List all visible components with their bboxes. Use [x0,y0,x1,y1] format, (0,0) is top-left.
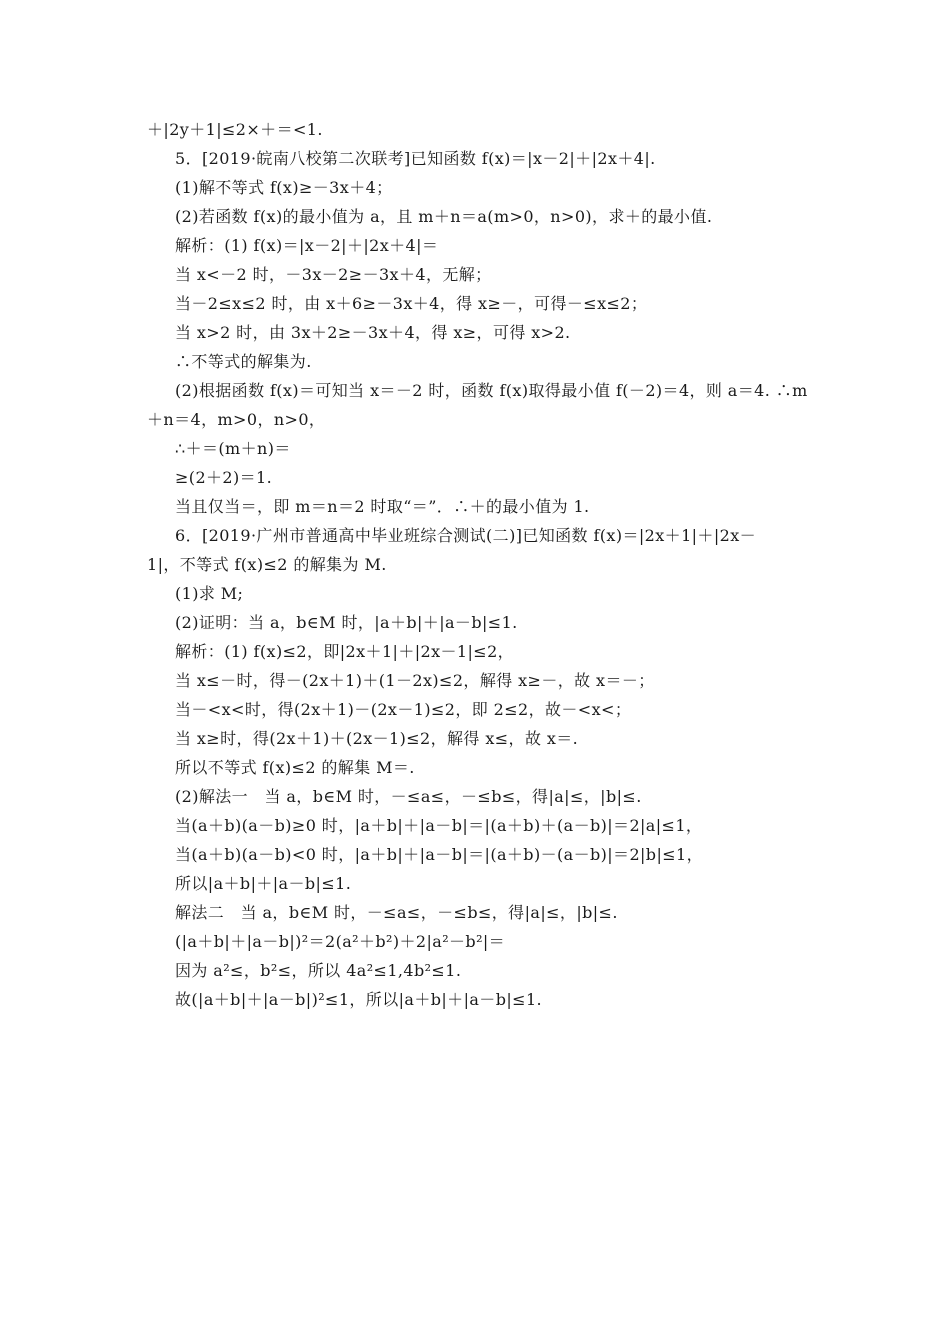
text-line: 当－2≤x≤2 时，由 x＋6≥－3x＋4，得 x≥－，可得－≤x≤2； [175,294,648,313]
text-line: 所以不等式 f(x)≤2 的解集 M＝. [175,758,415,777]
text-line: 当(a＋b)(a－b)≥0 时，|a＋b|＋|a－b|＝|(a＋b)＋(a－b)|＝2|a|≤1， [175,816,703,835]
text-line: (2)解法一 当 a，b∈M 时，－≤a≤，－≤b≤，得|a|≤，|b|≤. [175,787,642,806]
text-line: ≥(2＋2)＝1. [175,468,273,487]
text-line: ∴不等式的解集为. [175,352,312,371]
text-line: (1)求 M; [175,584,244,603]
problem-5-heading: 5．[2019·皖南八校第二次联考]已知函数 f(x)＝|x－2|＋|2x＋4|. [175,149,656,168]
text-line: 解析：(1) f(x)＝|x－2|＋|2x＋4|＝ [175,236,439,255]
text-line: 当且仅当＝，即 m＝n＝2 时取“＝”．∴＋的最小值为 1. [175,497,590,516]
text-line: 解析：(1) f(x)≤2，即|2x＋1|＋|2x－1|≤2， [175,642,515,661]
text-line: (2)若函数 f(x)的最小值为 a，且 m＋n＝a(m>0，n>0)，求＋的最小值. [175,207,713,226]
text-line: (1)解不等式 f(x)≥－3x＋4； [175,178,393,197]
text-line: 当－<x<时，得(2x＋1)－(2x－1)≤2，即 2≤2，故－<x<； [175,700,632,719]
text-line: 当 x>2 时，由 3x＋2≥－3x＋4，得 x≥，可得 x>2. [175,323,571,342]
text-line: 当(a＋b)(a－b)<0 时，|a＋b|＋|a－b|＝|(a＋b)－(a－b)|＝2|b|≤1， [175,845,704,864]
text-line: 故(|a＋b|＋|a－b|)²≤1，所以|a＋b|＋|a－b|≤1. [175,990,543,1009]
text-line: (2)根据函数 f(x)＝可知当 x＝－2 时，函数 f(x)取得最小值 f(－2)＝4，则 a＝4. ∴m [175,381,808,400]
text-line: 因为 a²≤，b²≤，所以 4a²≤1,4b²≤1. [175,961,462,980]
text-line: (2)证明：当 a，b∈M 时，|a＋b|＋|a－b|≤1. [175,613,518,632]
text-line: (|a＋b|＋|a－b|)²＝2(a²＋b²)＋2|a²－b²|＝ [175,932,506,951]
text-line: 1|，不等式 f(x)≤2 的解集为 M. [147,555,387,574]
problem-6-heading: 6．[2019·广州市普通高中毕业班综合测试(二)]已知函数 f(x)＝|2x＋1|＋|2x－ [175,526,757,545]
text-line: 所以|a＋b|＋|a－b|≤1. [175,874,352,893]
text-line: 当 x<－2 时，－3x－2≥－3x＋4，无解； [175,265,492,284]
text-line: ＋n＝4，m>0，n>0， [147,410,326,429]
text-line: 解法二 当 a，b∈M 时，－≤a≤，－≤b≤，得|a|≤，|b|≤. [175,903,618,922]
text-line: ∴＋＝(m＋n)＝ [175,439,291,458]
text-line: 当 x≥时，得(2x＋1)＋(2x－1)≤2，解得 x≤，故 x＝. [175,729,579,748]
text-line: ＋|2y＋1|≤2×＋＝<1. [147,120,323,139]
text-line: 当 x≤－时，得－(2x＋1)＋(1－2x)≤2，解得 x≥－，故 x＝－； [175,671,655,690]
